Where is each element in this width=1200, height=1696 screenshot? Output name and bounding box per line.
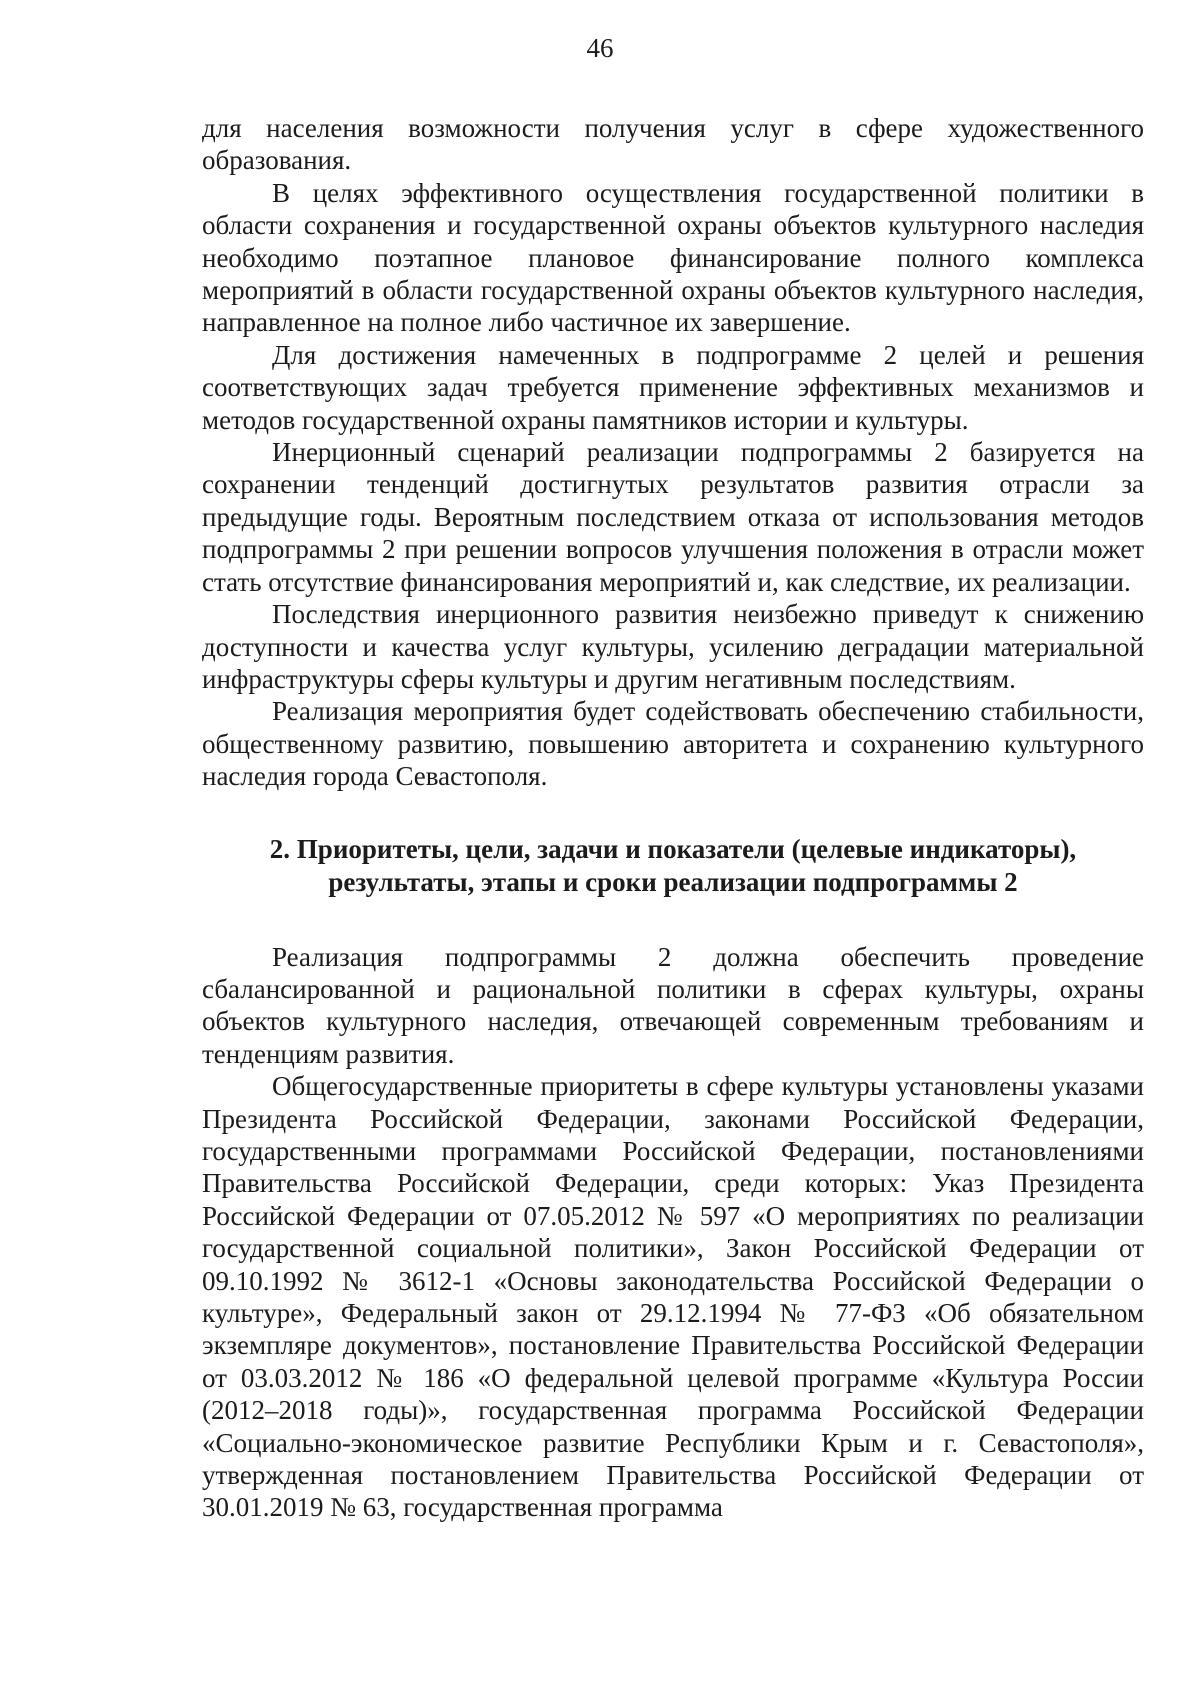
document-body [202, 112, 1144, 1524]
section-heading [202, 833, 1144, 899]
section-heading-line-1: 2. Приоритеты, цели, задачи и показатели (целевые индикаторы), [269, 833, 1077, 864]
paragraph-inertial-scenario: Инерционный сценарий реализации подпрограммы 2 базируется на сохранении тенденций достигнутых результатов развития отрасли за предыдущие годы. Вероятным последствием отказа от использования методов подпрограммы 2 при решении вопросов улучшения положения в отрасли может стать отсутствие финансирования мероприятий и, как следствие, их реализации. [202, 437, 1144, 597]
paragraph-subprogram-goal: Реализация подпрограммы 2 должна обеспечить проведение сбалансированной и рациональной политики в сферах культуры, охраны объектов культурного наследия, отвечающей современным требованиям и тенденциям развития. [202, 941, 1144, 1069]
paragraph-national-priorities: Общегосударственные приоритеты в сфере культуры установлены указами Президента Российской Федерации, законами Российской Федерации, государственными программами Российской Федерации, постановлениями Правительства Российской Федерации, среди которых: Указ Президента Российской Федерации от 07.05.2012 № 597 «О мероприятиях по реализации государственной социальной политики», Закон Российской Федерации от 09.10.1992 № 3612-1 «Основы законодательства Российской Федерации о культуре», Федеральный закон от 29.12.1994 № 77-ФЗ «Об обязательном экземпляре документов», постановление Правительства Российской Федерации от 03.03.2012 № 186 «О федеральной целевой программе «Культура России (2012–2018 годы)», государственная программа Российской Федерации «Социально-экономическое развитие Республики Крым и г. Севастополя», утвержденная постановлением Правительства Российской Федерации от 30.01.2019 № 63, государственная программа [202, 1071, 1144, 1523]
paragraph-inertial-consequences: Последствия инерционного развития неизбежно приведут к снижению доступности и качества услуг культуры, усилению деградации материальной инфраструктуры сферы культуры и другим негативным последствиям. [202, 599, 1144, 694]
paragraph-implementation-effect: Реализация мероприятия будет содействовать обеспечению стабильности, общественному развитию, повышению авторитета и сохранению культурного наследия города Севастополя. [202, 696, 1144, 792]
section-heading-line-2: результаты, этапы и сроки реализации подпрограммы 2 [328, 866, 1018, 897]
paragraph-continuation: для населения возможности получения услуг в сфере художественного образования. [202, 113, 1144, 176]
paragraph-heritage-financing: В целях эффективного осуществления государственной политики в области сохранения и государственной охраны объектов культурного наследия необходимо поэтапное плановое финансирование полного комплекса мероприятий в области государственной охраны объектов культурного наследия, направленное на полное либо частичное их завершение. [202, 177, 1144, 338]
paragraph-goals-mechanisms: Для достижения намеченных в подпрограмме 2 целей и решения соответствующих задач требуется применение эффективных механизмов и методов государственной охраны памятников истории и культуры. [202, 339, 1144, 435]
page-number: 46 [586, 33, 614, 63]
